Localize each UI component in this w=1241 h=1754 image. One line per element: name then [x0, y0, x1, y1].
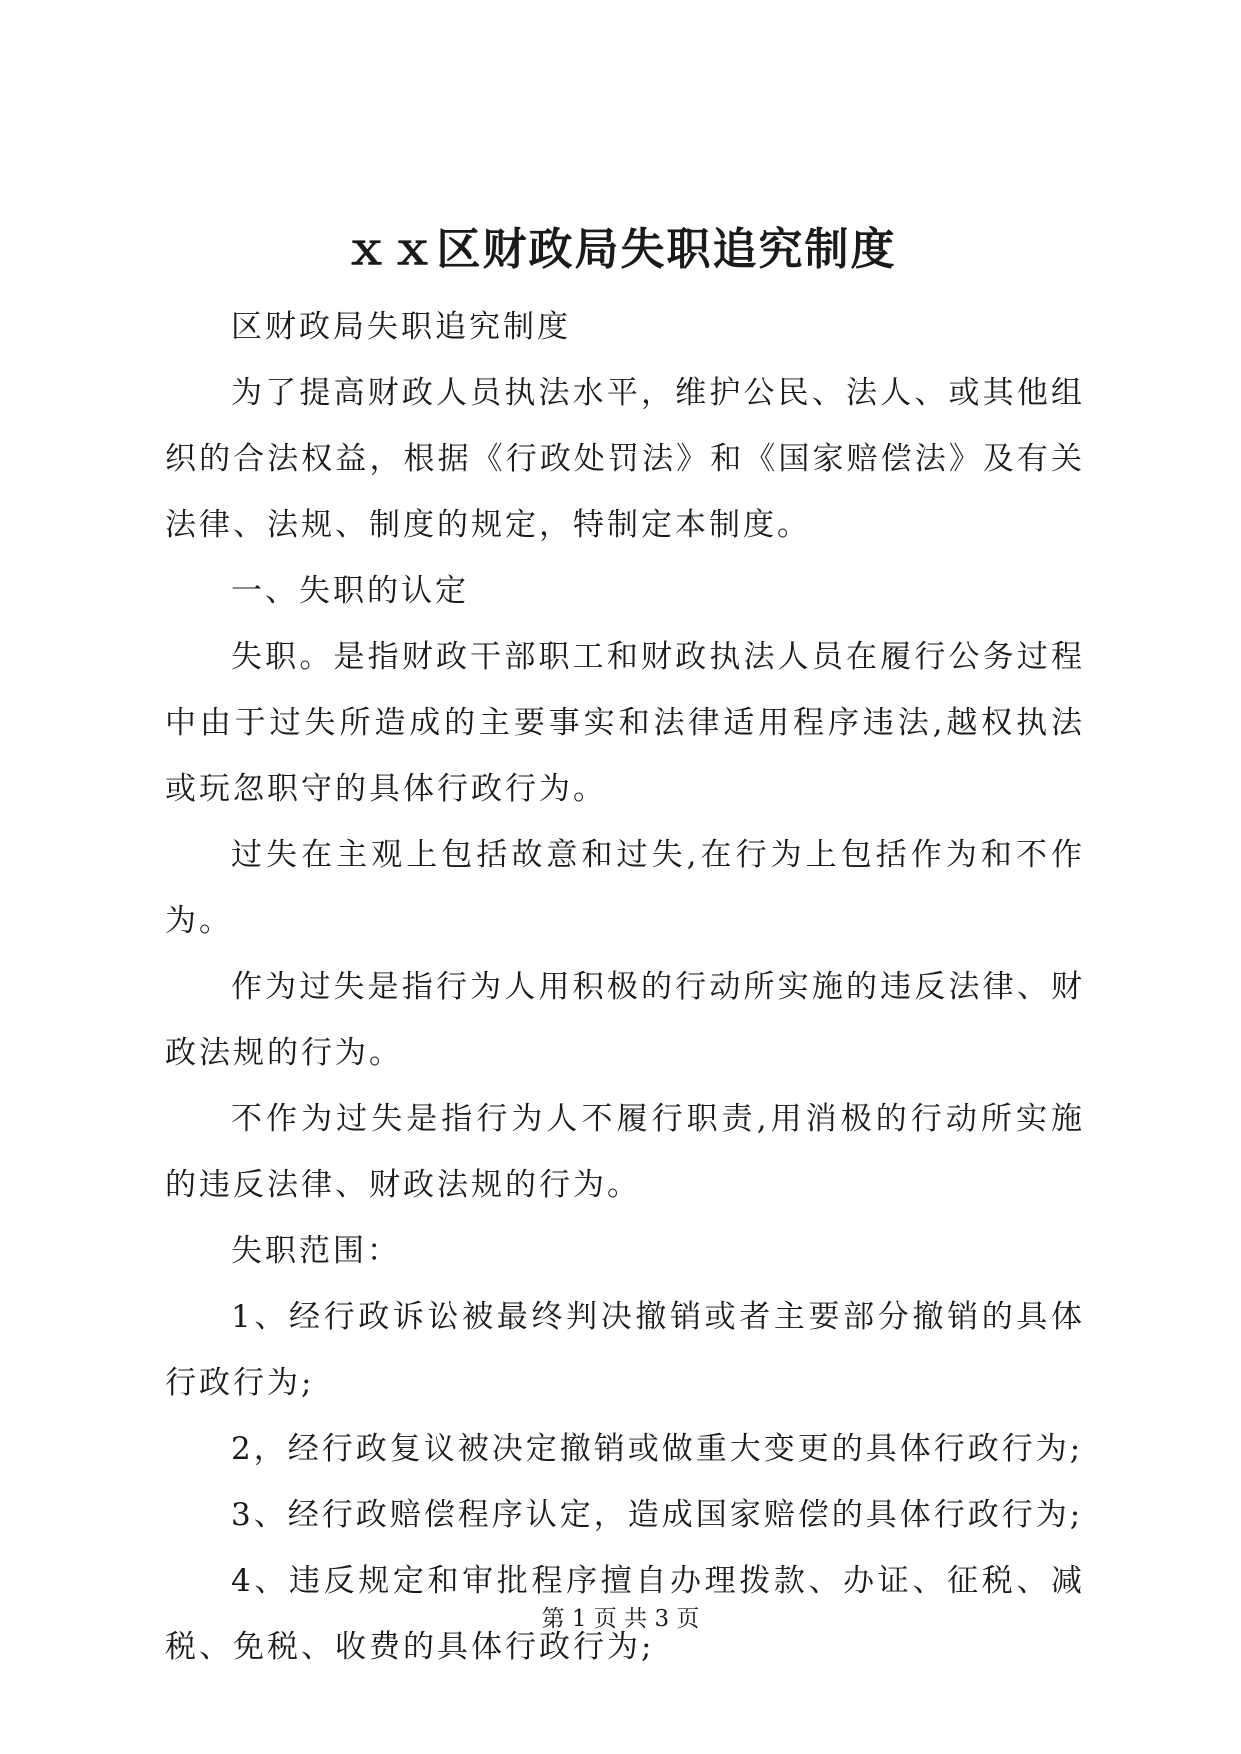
section-heading: 一、失职的认定 [231, 573, 469, 609]
paragraph: 过失在主观上包括故意和过失,在行为上包括作为和不作为。 [165, 837, 1085, 939]
paragraph: 为了提高财政人员执法水平，维护公民、法人、或其他组织的合法权益，根据《行政处罚法》和《国家赔偿法》及有关法律、法规、制度的规定，特制定本制度。 [165, 375, 1085, 543]
document-body [165, 294, 1085, 1680]
list-item: 2，经行政复议被决定撤销或做重大变更的具体行政行为; [231, 1431, 1084, 1467]
page-footer: 第 1 页 共 3 页 [541, 1606, 700, 1632]
document-title: ｘｘ区财政局失职追究制度 [344, 224, 897, 275]
paragraph: 失职范围： [231, 1233, 401, 1269]
list-item: 4、违反规定和审批程序擅自办理拨款、办证、征税、减税、免税、收费的具体行政行为; [165, 1563, 1085, 1665]
list-item: 1、经行政诉讼被最终判决撤销或者主要部分撤销的具体行政行为; [165, 1299, 1085, 1401]
paragraph: 失职。是指财政干部职工和财政执法人员在履行公务过程中由于过失所造成的主要事实和法律适用程序违法,越权执法或玩忽职守的具体行政行为。 [165, 639, 1085, 807]
paragraph: 不作为过失是指行为人不履行职责,用消极的行动所实施的违反法律、财政法规的行为。 [165, 1101, 1085, 1203]
paragraph: 区财政局失职追究制度 [231, 309, 571, 345]
paragraph: 作为过失是指行为人用积极的行动所实施的违反法律、财政法规的行为。 [165, 969, 1085, 1071]
list-item: 3、经行政赔偿程序认定，造成国家赔偿的具体行政行为; [231, 1497, 1084, 1533]
